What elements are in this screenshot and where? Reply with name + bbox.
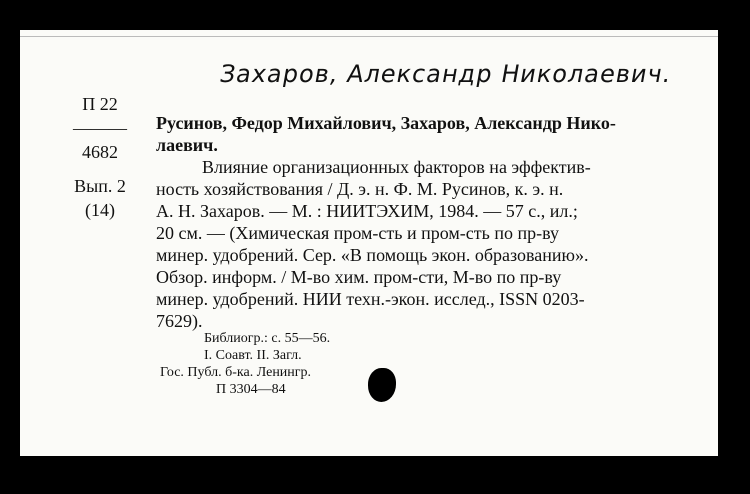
entry-body-line: 20 см. — (Химическая пром-сть и пром-сть по пр-ву (156, 223, 560, 243)
ink-blot (368, 368, 396, 402)
class-mark: П 22 (82, 94, 118, 114)
card-notes (160, 330, 331, 398)
entry-body-line: Влияние организационных факторов на эффектив- (202, 157, 591, 177)
entry-body-line: Обзор. информ. / М-во хим. пром-сти, М-во по пр-ву (156, 267, 562, 287)
entry-body-line: ность хозяйствования / Д. э. н. Ф. М. Русинов, к. э. н. (156, 179, 564, 199)
entry-body-line: 7629). (156, 311, 203, 331)
bibliography-note: Библиогр.: с. 55—56. (204, 331, 331, 346)
card-number: П 3304—84 (216, 382, 286, 397)
left-column (50, 92, 150, 222)
issue-number: (14) (85, 200, 115, 220)
class-dash: ——— (73, 118, 127, 138)
entry-heading-line-2: лаевич. (156, 135, 218, 155)
entry-body-line: минер. удобрений. Сер. «В помощь экон. образованию». (156, 245, 589, 265)
entry-body (156, 112, 706, 332)
issue-label: Вып. 2 (74, 176, 126, 196)
handwritten-author-name: Захаров, Александр Николаевич. (217, 60, 675, 88)
accession-number: 4682 (82, 142, 118, 162)
tracings-note: I. Соавт. II. Загл. (204, 348, 302, 363)
entry-body-line: минер. удобрений. НИИ техн.-экон. исслед., ISSN 0203- (156, 289, 585, 309)
catalog-card (20, 30, 718, 456)
entry-heading-line-1: Русинов, Федор Михайлович, Захаров, Александр Нико- (156, 113, 616, 133)
entry-body-line: А. Н. Захаров. — М. : НИИТЭХИМ, 1984. — 57 с., ил.; (156, 201, 578, 221)
library-note: Гос. Публ. б-ка. Ленингр. (160, 365, 312, 380)
card-top-edge (20, 30, 718, 37)
